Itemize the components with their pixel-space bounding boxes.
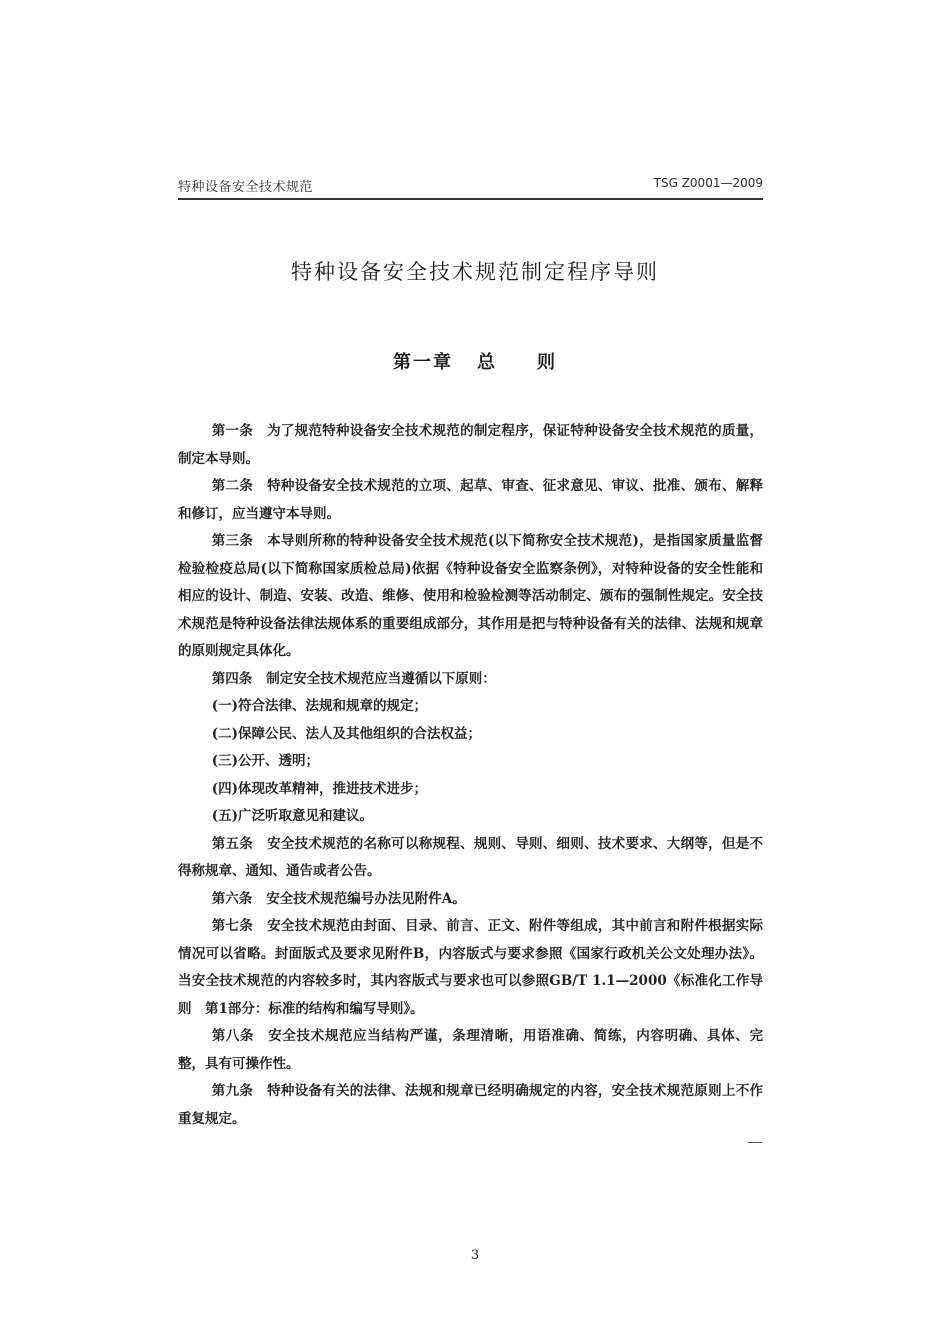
article-text: 安全技术规范编号办法见附件A。 (266, 890, 466, 907)
article-label: 第三条 (211, 533, 254, 549)
chapter-number: 第一章 (393, 352, 453, 373)
article-6 (178, 886, 763, 914)
article-text: 本导则所称的特种设备安全技术规范(以下简称安全技术规范)，是指国家质量监督检验检疫总局(以下简称国家质检总局)依据《特种设备安全监察条例》，对特种设备的安全性能和相应的设计、制造、安装、改造、维修、使用和检验检测等活动制定、颁布的强制性规定。安全技术规范是特种设备法律法规体系的重要组成部分，其作用是把与特种设备有关的法律、法规和规章的原则规定具体化。 (178, 533, 764, 659)
page-number: 3 (470, 1248, 480, 1263)
principle-item: (三)公开、透明； (211, 753, 320, 769)
document-title: 特种设备安全技术规范制定程序导则 (291, 260, 659, 284)
chapter-word-2: 则 (537, 352, 557, 373)
article-text: 安全技术规范由封面、目录、前言、正文、附件等组成，其中前言和附件根据实际情况可以省略。封面版式及要求见附件B，内容版式与要求参照《国家行政机关公文处理办法》。当安全技术规范的内容较多时，其内容版式与要求也可以参照GB/T 1.1—2000《标准化工作导则 第1部分：标准的结构和编写导则》。 (178, 918, 764, 1017)
article-label: 第二条 (211, 478, 254, 494)
article-label: 第七条 (211, 918, 254, 934)
article-2 (178, 473, 763, 528)
article-8 (178, 1023, 763, 1078)
article-label: 第一条 (211, 423, 254, 439)
article-3 (178, 528, 763, 666)
article-label: 第四条 (211, 670, 253, 687)
article-label: 第五条 (211, 835, 254, 852)
article-7 (178, 913, 763, 1023)
document-body (178, 418, 763, 1133)
article-label: 第六条 (211, 890, 253, 907)
article-text: 特种设备有关的法律、法规和规章已经明确规定的内容，安全技术规范原则上不作重复规定。 (178, 1083, 764, 1127)
principle-item: (五)广泛听取意见和建议。 (211, 808, 374, 824)
article-4 (178, 666, 763, 694)
article-text: 安全技术规范的名称可以称规程、规则、导则、细则、技术要求、大纲等，但是不得称规章、通知、通告或者公告。 (178, 835, 764, 879)
chapter-word-1: 总 (477, 352, 497, 373)
principle-item: (四)体现改革精神，推进技术进步； (211, 780, 428, 797)
chapter-heading (0, 348, 950, 374)
principle-item: (二)保障公民、法人及其他组织的合法权益； (211, 725, 482, 742)
article-label: 第八条 (211, 1028, 255, 1044)
article-1 (178, 418, 763, 473)
header-document-code: TSG Z0001—2009 (653, 176, 763, 190)
article-text: 制定安全技术规范应当遵循以下原则： (266, 670, 496, 687)
continuation-dash (748, 1142, 762, 1143)
article-text: 安全技术规范应当结构严谨，条理清晰，用语准确、简练，内容明确、具体、完整，具有可操作性。 (178, 1028, 764, 1072)
running-header (178, 176, 763, 200)
article-label: 第九条 (211, 1083, 254, 1099)
article-5 (178, 831, 763, 886)
article-9 (178, 1078, 763, 1133)
article-text: 为了规范特种设备安全技术规范的制定程序，保证特种设备安全技术规范的质量，制定本导则。 (178, 423, 764, 467)
principle-item: (一)符合法律、法规和规章的规定； (211, 698, 428, 714)
header-document-series: 特种设备安全技术规范 (178, 180, 314, 195)
article-text: 特种设备安全技术规范的立项、起草、审查、征求意见、审议、批准、颁布、解释和修订，应当遵守本导则。 (178, 478, 764, 522)
